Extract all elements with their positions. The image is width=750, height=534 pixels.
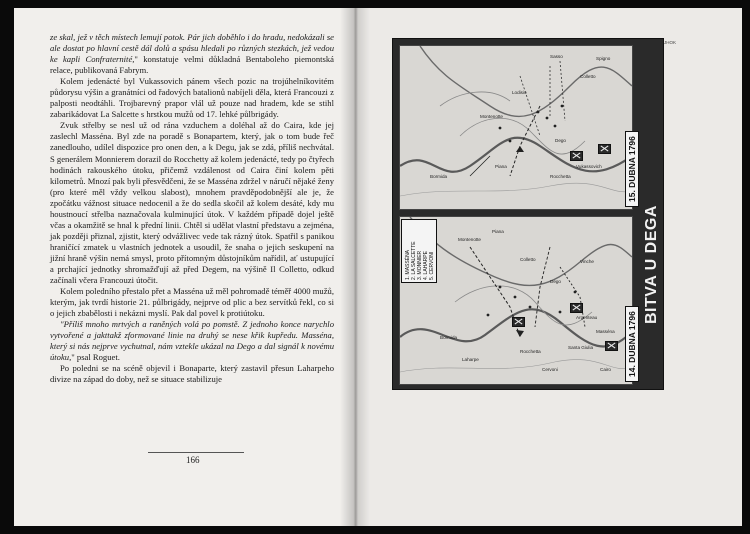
map-top-label-lodisio: Lodisio [512,90,527,95]
paragraph [50,363,334,385]
unit-marker-icon [512,317,525,327]
map-top-label-montenotte: Montenotte [480,114,503,119]
map-top-label-spigno: Spigno [596,56,611,61]
map-legend [401,219,437,283]
map-bottom-label-piana: Piana [492,229,504,234]
map-bottom-label-laharpe: Laharpe [462,357,479,362]
book-gutter [340,8,370,526]
text-run: Zvuk střelby se nesl už od rána vzduchem a doléhal až do Caira, kde jej zaslechl Masséna. Byl zde na poradě s Bonapartem, který, jak o tom bude řeč zanedlouho, udílel dispozice pro onen den, a k Degu, jak se zdá, příliš nechvátal. S generálem Monnierem dorazil do Rocchetty až kolem jedenácté, tedy po čtyřech hodinách rakouského útoku, přičemž vzdálenost od Caira činí kolem pěti kilometrů. Mnozí pak byli přesvědčeni, že se Masséna zdržel v náručí nějaké ženy (pro které měl vždy velkou slabost), mnohem pravděpodobnější ale je, že zpočátku vážnost situace nedocenil a že do sedla skočil až kolem desáté, kdy mu houstnoucí střelba naznačovala kulminující útok. V každém případě dojel ještě včas a okamžitě se hnal k přední linii. Chtěl si udělat vlastní představu a zejména, jak později přiznal, zjistit, který odvážlivec vede tak rázný útok. Spatřil s panikou hraničící zmatek u vlastních jednotek a usoudil, že snaha o jejich seskupení na jižní hraně výšin nemá smysl, proto přítomným důstojníkům nařídil, ať ustupující a prchající jednotky shromažďují až před Degem, na výšině Il Colletto, odkud začínali včera Francouzi útočit. [50,120,334,286]
legend-item: 5. CERVONI [429,251,435,280]
paragraph [50,319,334,363]
page-number: 166 [186,455,200,465]
map-bottom-label-argenteau: Argenteau [576,315,598,320]
unit-marker-icon [570,303,583,313]
map-april-15-terrain [400,46,632,209]
plate-title: BITVA U DEGA [643,205,660,324]
text-run: Kolem poledního přestalo přet a Masséna už měl pohromadě téměř 4000 mužů, kterým, jak tvrdí historie 21. půlbrigády, nejprve od plic a bez servítků řekl, co si o jejich zbabělosti i nekázni myslí. Pak dal povel k protiútoku. [50,286,334,319]
paragraph [50,32,334,76]
plate-code: JHOK [664,40,677,45]
map-bottom-label-dego: Dego [550,279,561,284]
map-bottom-label-colletto: Colletto [520,257,536,262]
map-top-label-colletto: Colletto [580,74,596,79]
map-top-label-piana: Piana [495,164,507,169]
paragraph [50,76,334,120]
text-run: " konstatuje velmi důkladná Bentaboleho piemontská relace, publikovaná Fabrym. [50,54,334,76]
legend-item: 1. MASSÉNA [405,249,411,280]
paragraph [50,120,334,286]
date-label-top: 15. DUBNA 1796 [625,131,639,207]
map-bottom-label-rocchetta: Rocchetta [520,349,541,354]
map-bottom-label-santa-giulia: Santa Giulia [568,345,594,350]
legend-item: 3. MONNIER [417,250,423,280]
map-plate [392,38,664,390]
paragraph [50,286,334,319]
map-april-15 [399,45,633,210]
map-bottom-label-bormida: Bormida [440,335,458,340]
map-top-label-bormida: Bormida [430,174,448,179]
map-top-label-dego: Dego [555,138,566,143]
page-number-rule [148,452,244,453]
text-run: Po poledni se na scéně objevil i Bonaparte, který zastavil přesun Laharpeho divize na západ do doby, než se situace stabilizuje [50,363,334,385]
unit-marker-icon [598,144,611,154]
map-bottom-label-vinche: Vinche [580,259,594,264]
unit-marker-icon [605,341,618,351]
text-run: " psal Roguet. [71,352,120,363]
legend-item: 4. LAHARPE [423,251,429,280]
map-bottom-label-montenotte: Montenotte [458,237,481,242]
body-text [50,32,334,386]
legend-item: 2. LA SALCETTE [411,241,417,280]
map-top-label-sasso: Sasso [550,54,563,59]
unit-marker-icon [570,151,583,161]
map-top-label-rocchetta: Rocchetta [550,174,571,179]
italic-quote-text: "Příliš mnoho mrtvých a raněných volá po pomstě. Z jednoho konce narychlo vytvořené a jakttakž zformované linie na druhý se nese křik kupředu. Masséna, který si nás nejprve vychutnal, nám vztekle ukázal na Dego a dal signál k novému útoku, [50,319,334,363]
italic-quote-text: ze skal, jež v těch místech lemují potok. Pár jich doběhlo i do hradu, nedokázali se ale dostat po hlavní cestě dál dolů a spásu hledali po různých stezkách, jež vedou ke kapli Confraternité, [50,32,334,65]
map-bottom-label-cervoni: Cervoni [542,367,558,372]
text-run: Kolem jedenácté byl Vukassovich pánem všech pozic na trojúhelníkovitém půdorysu výšin a granátníci od řadových batalionů nabíjeli děla, která Francouzi z palposti neodtáhli. Trojbarevný prapor vlál už pouze nad hradem, kde se stihl zabarikádovat La Salcette s hrstkou mužů od 17. lehké půlbrigády. [50,76,334,120]
date-label-bottom: 14. DUBNA 1796 [625,306,639,382]
map-bottom-label-massena: Masséna [596,329,615,334]
map-top-label-vukassovich: Vukassovich [576,164,602,169]
map-bottom-label-cairo: Cairo [600,367,611,372]
